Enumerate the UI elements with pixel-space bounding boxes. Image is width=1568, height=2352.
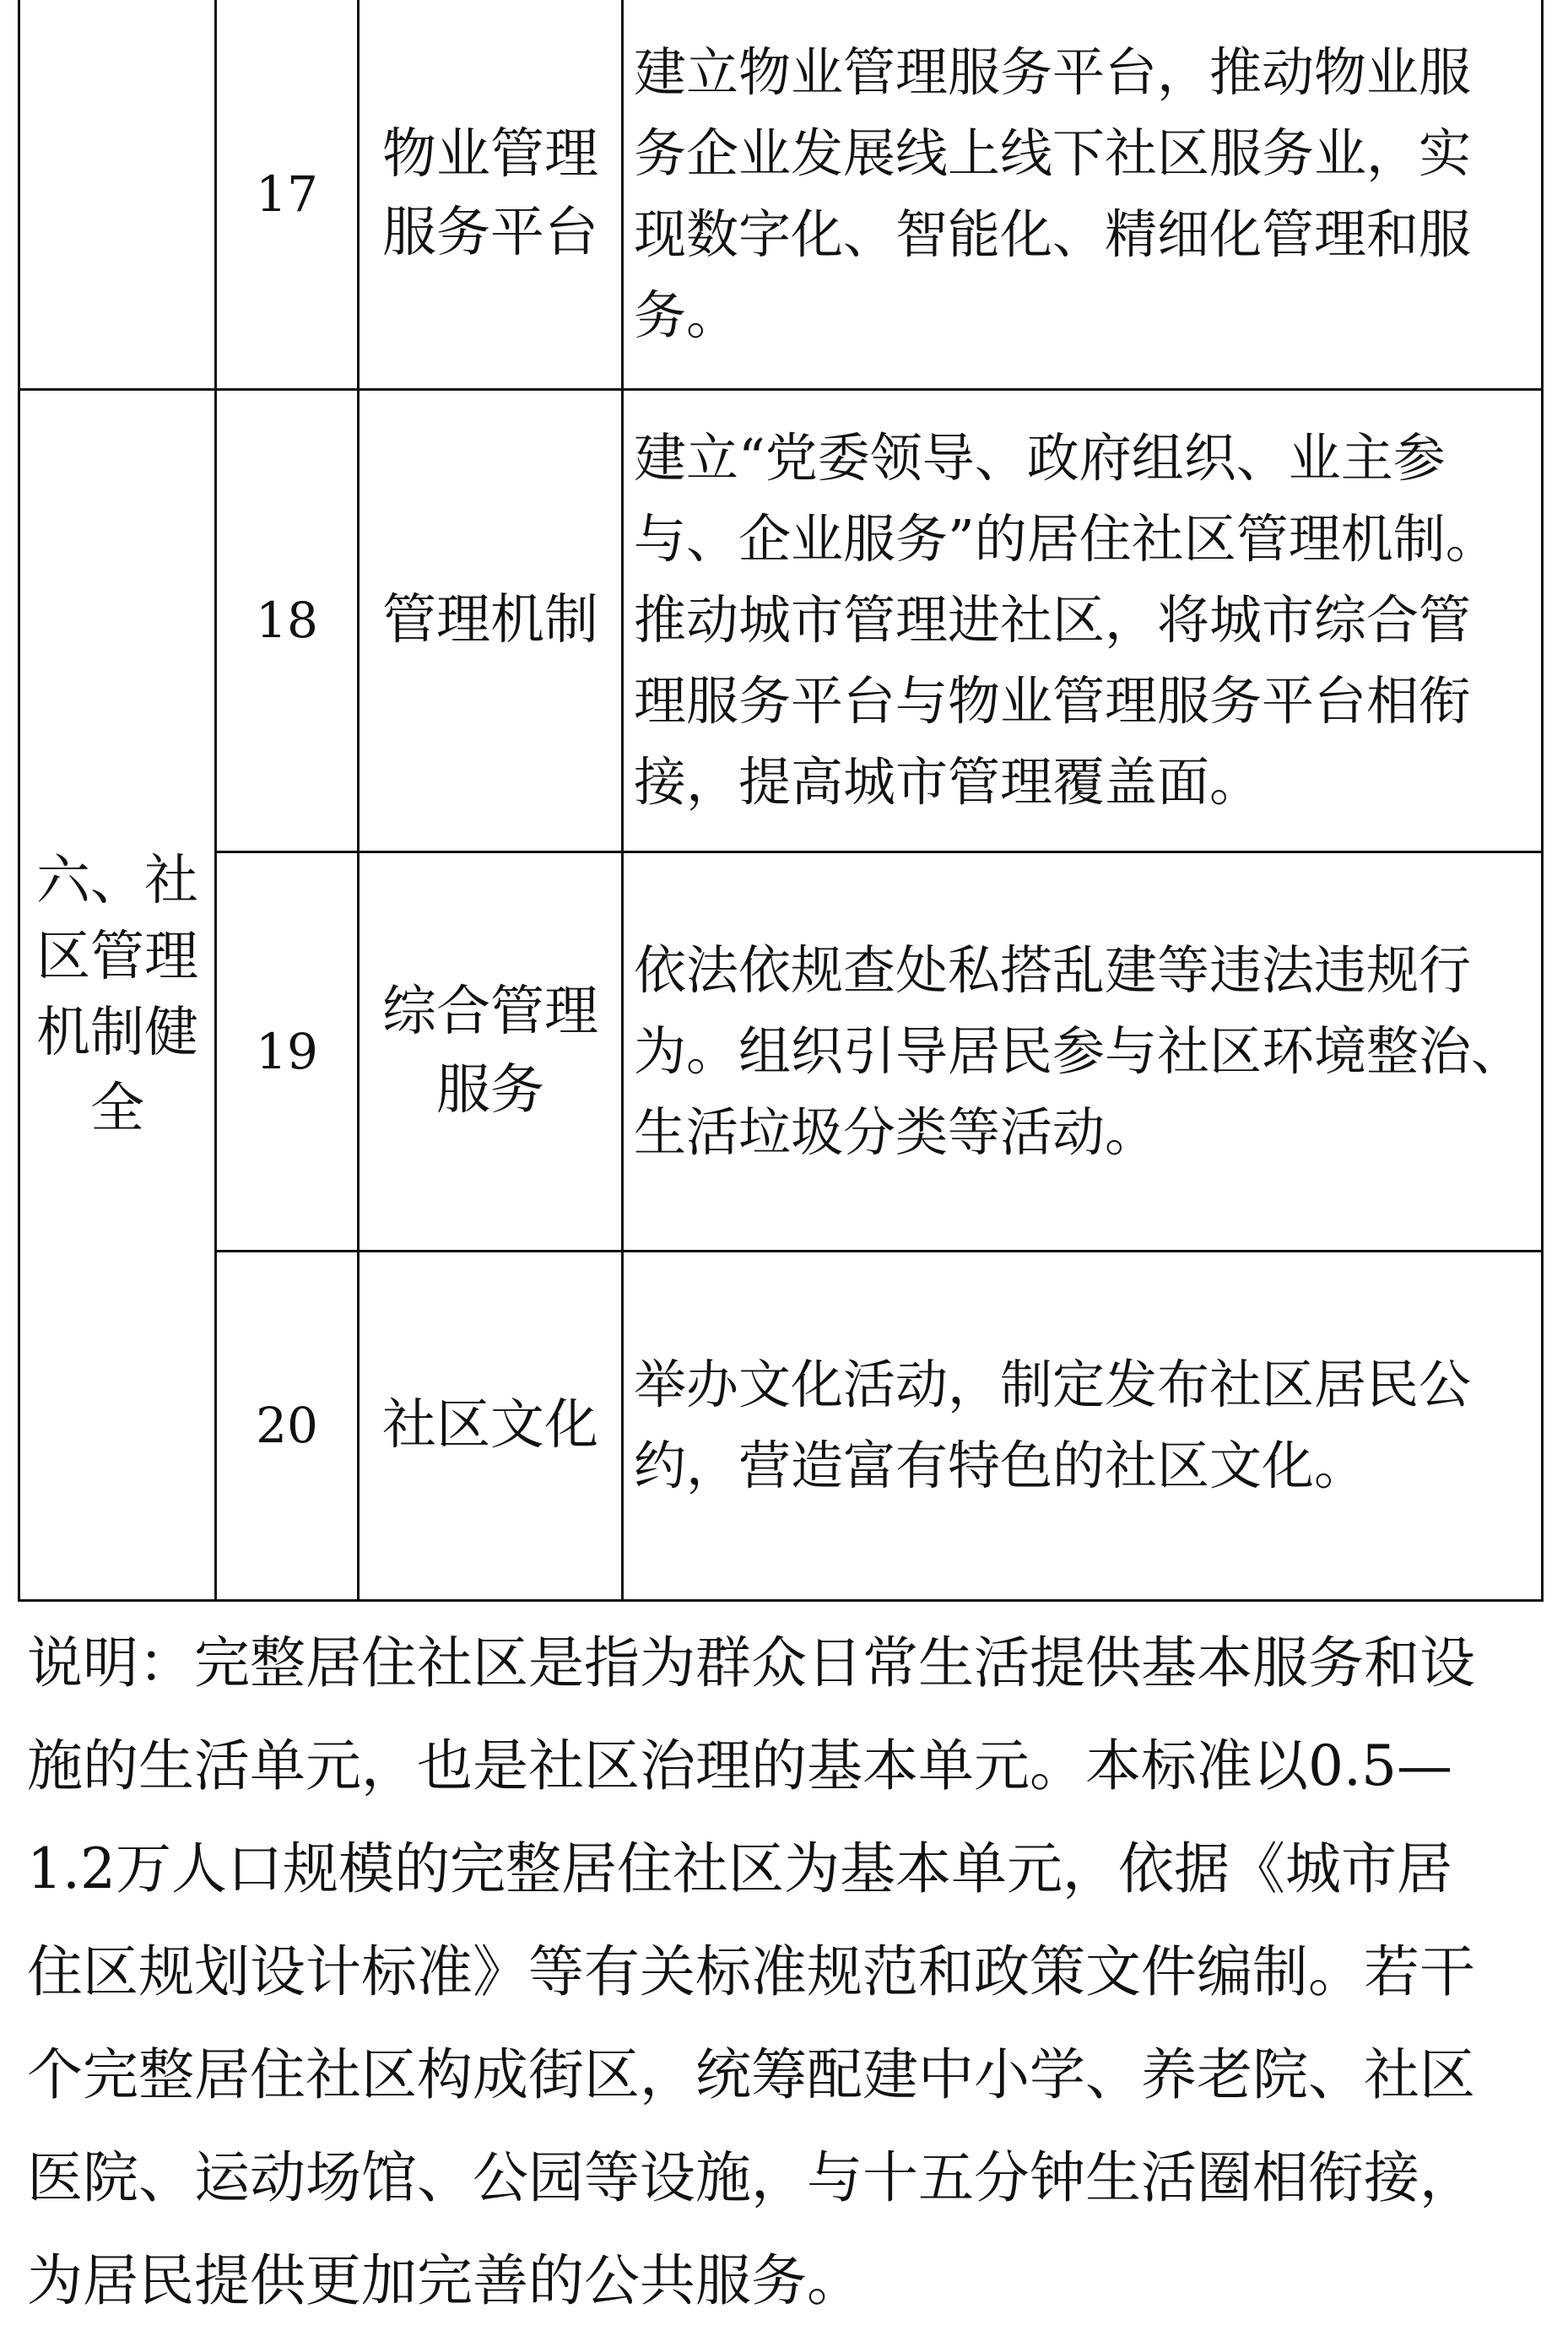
item-name-line: 社区文化 xyxy=(382,1393,598,1457)
category-line: 六、社 xyxy=(36,849,198,912)
item-name-line: 服务 xyxy=(436,1058,544,1122)
item-number-cell xyxy=(216,389,359,852)
note-line: 1.2万人口规模的完整居住社区为基本单元，依据《城市居 xyxy=(27,1836,1452,1901)
table-row xyxy=(19,389,1543,852)
item-number-cell xyxy=(216,852,359,1251)
item-number: 18 xyxy=(256,592,318,649)
item-content-line: 现数字化、智能化、精细化管理和服 xyxy=(634,203,1472,265)
item-content-line: 理服务平台与物业管理服务平台相衔 xyxy=(634,670,1472,732)
item-content-line: 建立物业管理服务平台，推动物业服 xyxy=(634,41,1472,103)
item-content-cell xyxy=(623,1251,1543,1600)
category-cell-empty xyxy=(19,0,216,389)
note-line: 住区规划设计标准》等有关标准规范和政策文件编制。若干 xyxy=(27,1939,1475,2004)
item-content-line: 务企业发展线上线下社区服务业，实 xyxy=(634,122,1472,184)
table-row xyxy=(19,852,1543,1251)
item-content-cell xyxy=(623,0,1543,389)
category-line: 区管理 xyxy=(36,925,198,988)
item-name-line: 服务平台 xyxy=(382,201,598,264)
item-content-line: 建立“党委领导、政府组织、业主参 xyxy=(634,427,1446,489)
table-row xyxy=(19,1251,1543,1600)
item-content-line: 举办文化活动，制定发布社区居民公 xyxy=(634,1354,1472,1415)
standards-table xyxy=(18,0,1544,1602)
note-line: 个完整居住社区构成街区，统筹配建中小学、养老院、社区 xyxy=(27,2042,1475,2107)
item-name-cell xyxy=(359,1251,623,1600)
table-row xyxy=(19,0,1543,389)
item-name-line: 管理机制 xyxy=(382,588,598,652)
item-content-line: 生活垃圾分类等活动。 xyxy=(634,1100,1158,1163)
category-line: 机制健 xyxy=(36,1001,198,1064)
item-content-line: 与、企业服务”的居住社区管理机制。 xyxy=(634,508,1498,570)
category-cell xyxy=(19,389,216,1600)
category-line: 全 xyxy=(90,1077,144,1140)
item-number: 20 xyxy=(256,1397,318,1454)
item-content-cell xyxy=(623,852,1543,1251)
item-content-line: 务。 xyxy=(634,284,739,346)
item-content-cell xyxy=(623,389,1543,852)
item-content-line: 依法依规查处私搭乱建等违法违规行 xyxy=(634,938,1472,1001)
item-number-cell xyxy=(216,1251,359,1600)
item-number: 17 xyxy=(256,165,318,223)
item-content-line: 接，提高城市管理覆盖面。 xyxy=(634,751,1263,813)
item-name-cell xyxy=(359,389,623,852)
item-number-cell xyxy=(216,0,359,389)
item-content-line: 约，营造富有特色的社区文化。 xyxy=(634,1435,1367,1496)
note-line: 为居民提供更加完善的公共服务。 xyxy=(27,2248,862,2313)
item-number: 19 xyxy=(256,1022,318,1080)
item-name-line: 物业管理 xyxy=(382,122,598,186)
note-line: 医院、运动场馆、公园等设施，与十五分钟生活圈相衔接， xyxy=(27,2145,1475,2210)
note-line: 说明：完整居住社区是指为群众日常生活提供基本服务和设 xyxy=(27,1630,1475,1695)
item-name-line: 综合管理 xyxy=(382,980,598,1043)
item-content-line: 为。组织引导居民参与社区环境整治、 xyxy=(634,1019,1524,1082)
item-name-cell xyxy=(359,0,623,389)
explanatory-note xyxy=(27,1612,1538,2333)
item-content-line: 推动城市管理进社区，将城市综合管 xyxy=(634,589,1472,651)
note-line: 施的生活单元，也是社区治理的基本单元。本标准以0.5— xyxy=(27,1733,1452,1798)
item-name-cell xyxy=(359,852,623,1251)
